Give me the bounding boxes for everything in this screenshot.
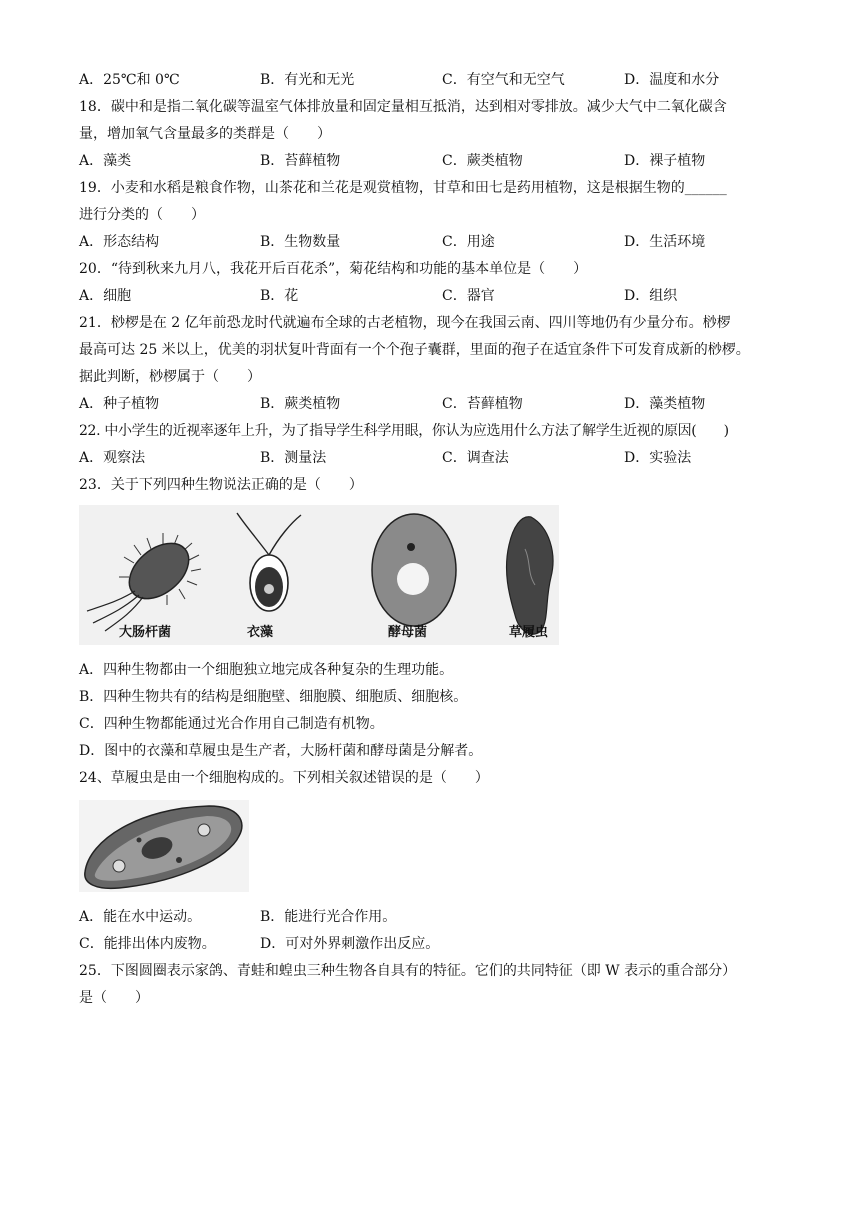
q23-option-b[interactable]: B．四种生物共有的结构是细胞壁、细胞膜、细胞质、细胞核。 (79, 689, 468, 705)
option-d[interactable]: D．裸子植物 (624, 153, 706, 169)
option-a[interactable]: A．观察法 (79, 450, 146, 466)
q21-stem-line-1: 21．桫椤是在 2 亿年前恐龙时代就遍布全球的古老植物，现今在我国云南、四川等地仍有少量分布。桫椤 (79, 315, 731, 331)
option-b[interactable]: B．花 (260, 288, 299, 304)
option-b[interactable]: B．生物数量 (260, 234, 341, 250)
option-d[interactable]: D．温度和水分 (624, 72, 720, 88)
q18-options (79, 151, 789, 171)
q25-stem-line-2: 是（ ） (79, 990, 149, 1006)
option-c[interactable]: C．蕨类植物 (442, 153, 523, 169)
option-a[interactable]: A．形态结构 (79, 234, 160, 250)
q20-stem-line-1: 20．“待到秋来九月八，我花开后百花杀”，菊花结构和功能的基本单位是（ ） (79, 261, 588, 277)
q23-option-d[interactable]: D．图中的衣藻和草履虫是生产者，大肠杆菌和酵母菌是分解者。 (79, 743, 483, 759)
q24-options-row-1 (79, 907, 789, 927)
option-d[interactable]: D．实验法 (624, 450, 692, 466)
q22-stem-line-1: 22. 中小学生的近视率逐年上升，为了指导学生科学用眼，你认为应选用什么方法了解学生近视的原因( ) (79, 423, 729, 439)
option-c[interactable]: C．有空气和无空气 (442, 72, 565, 88)
q19-stem-line-2: 进行分类的（ ） (79, 207, 205, 223)
q21-stem-line-3: 据此判断，桫椤属于（ ） (79, 369, 261, 385)
q21-options (79, 394, 789, 414)
option-c[interactable]: C．器官 (442, 288, 495, 304)
q24-stem-line-1: 24、草履虫是由一个细胞构成的。下列相关叙述错误的是（ ） (79, 770, 489, 786)
option-a[interactable]: A．25℃和 0℃ (79, 72, 180, 88)
option-d[interactable]: D．组织 (624, 288, 678, 304)
option-b[interactable]: B．苔藓植物 (260, 153, 341, 169)
option-a[interactable]: A．藻类 (79, 153, 132, 169)
option-c[interactable]: C．能排出体内废物。 (79, 936, 216, 952)
caption-chlamydomonas: 衣藻 (247, 625, 274, 640)
q24-options-row-2 (79, 934, 789, 954)
option-d[interactable]: D．藻类植物 (624, 396, 706, 412)
option-c[interactable]: C．苔藓植物 (442, 396, 523, 412)
option-c[interactable]: C．用途 (442, 234, 495, 250)
option-a[interactable]: A．能在水中运动。 (79, 909, 202, 925)
q25-stem-line-1: 25．下图圆圈表示家鸽、青蛙和蝗虫三种生物各自具有的特征。它们的共同特征（即 W 表示的重合部分） (79, 963, 737, 979)
q17-options (79, 70, 789, 90)
q19-stem-line-1: 19．小麦和水稻是粮食作物，山茶花和兰花是观赏植物，甘草和田七是药用植物，这是根据生物的______ (79, 180, 727, 196)
option-b[interactable]: B．有光和无光 (260, 72, 355, 88)
option-d[interactable]: D．生活环境 (624, 234, 706, 250)
caption-yeast: 酵母菌 (388, 625, 428, 640)
q19-options (79, 232, 789, 252)
option-b[interactable]: B．能进行光合作用。 (260, 909, 397, 925)
q22-options (79, 448, 789, 468)
q23-stem-line-1: 23．关于下列四种生物说法正确的是（ ） (79, 477, 363, 493)
option-b[interactable]: B．测量法 (260, 450, 327, 466)
option-b[interactable]: B．蕨类植物 (260, 396, 341, 412)
yeast-illustration (372, 514, 456, 626)
q18-stem-line-2: 量，增加氧气含量最多的类群是（ ） (79, 126, 331, 142)
option-a[interactable]: A．种子植物 (79, 396, 160, 412)
option-d[interactable]: D．可对外界刺激作出反应。 (260, 936, 440, 952)
q18-stem-line-1: 18．碳中和是指二氧化碳等温室气体排放量和固定量相互抵消，达到相对零排放。减少大气中二氧化碳含 (79, 99, 727, 115)
caption-paramecium: 草履虫 (509, 625, 549, 640)
q21-stem-line-2: 最高可达 25 米以上，优美的羽状复叶背面有一个个孢子囊群，里面的孢子在适宜条件下可发育成新的桫椤。 (79, 342, 750, 358)
option-c[interactable]: C．调查法 (442, 450, 509, 466)
q23-option-a[interactable]: A．四种生物都由一个细胞独立地完成各种复杂的生理功能。 (79, 662, 454, 678)
q23-option-c[interactable]: C．四种生物都能通过光合作用自己制造有机物。 (79, 716, 384, 732)
q20-options (79, 286, 789, 306)
paramecium-figure (79, 800, 249, 892)
option-a[interactable]: A．细胞 (79, 288, 132, 304)
caption-e-coli: 大肠杆菌 (119, 625, 172, 640)
